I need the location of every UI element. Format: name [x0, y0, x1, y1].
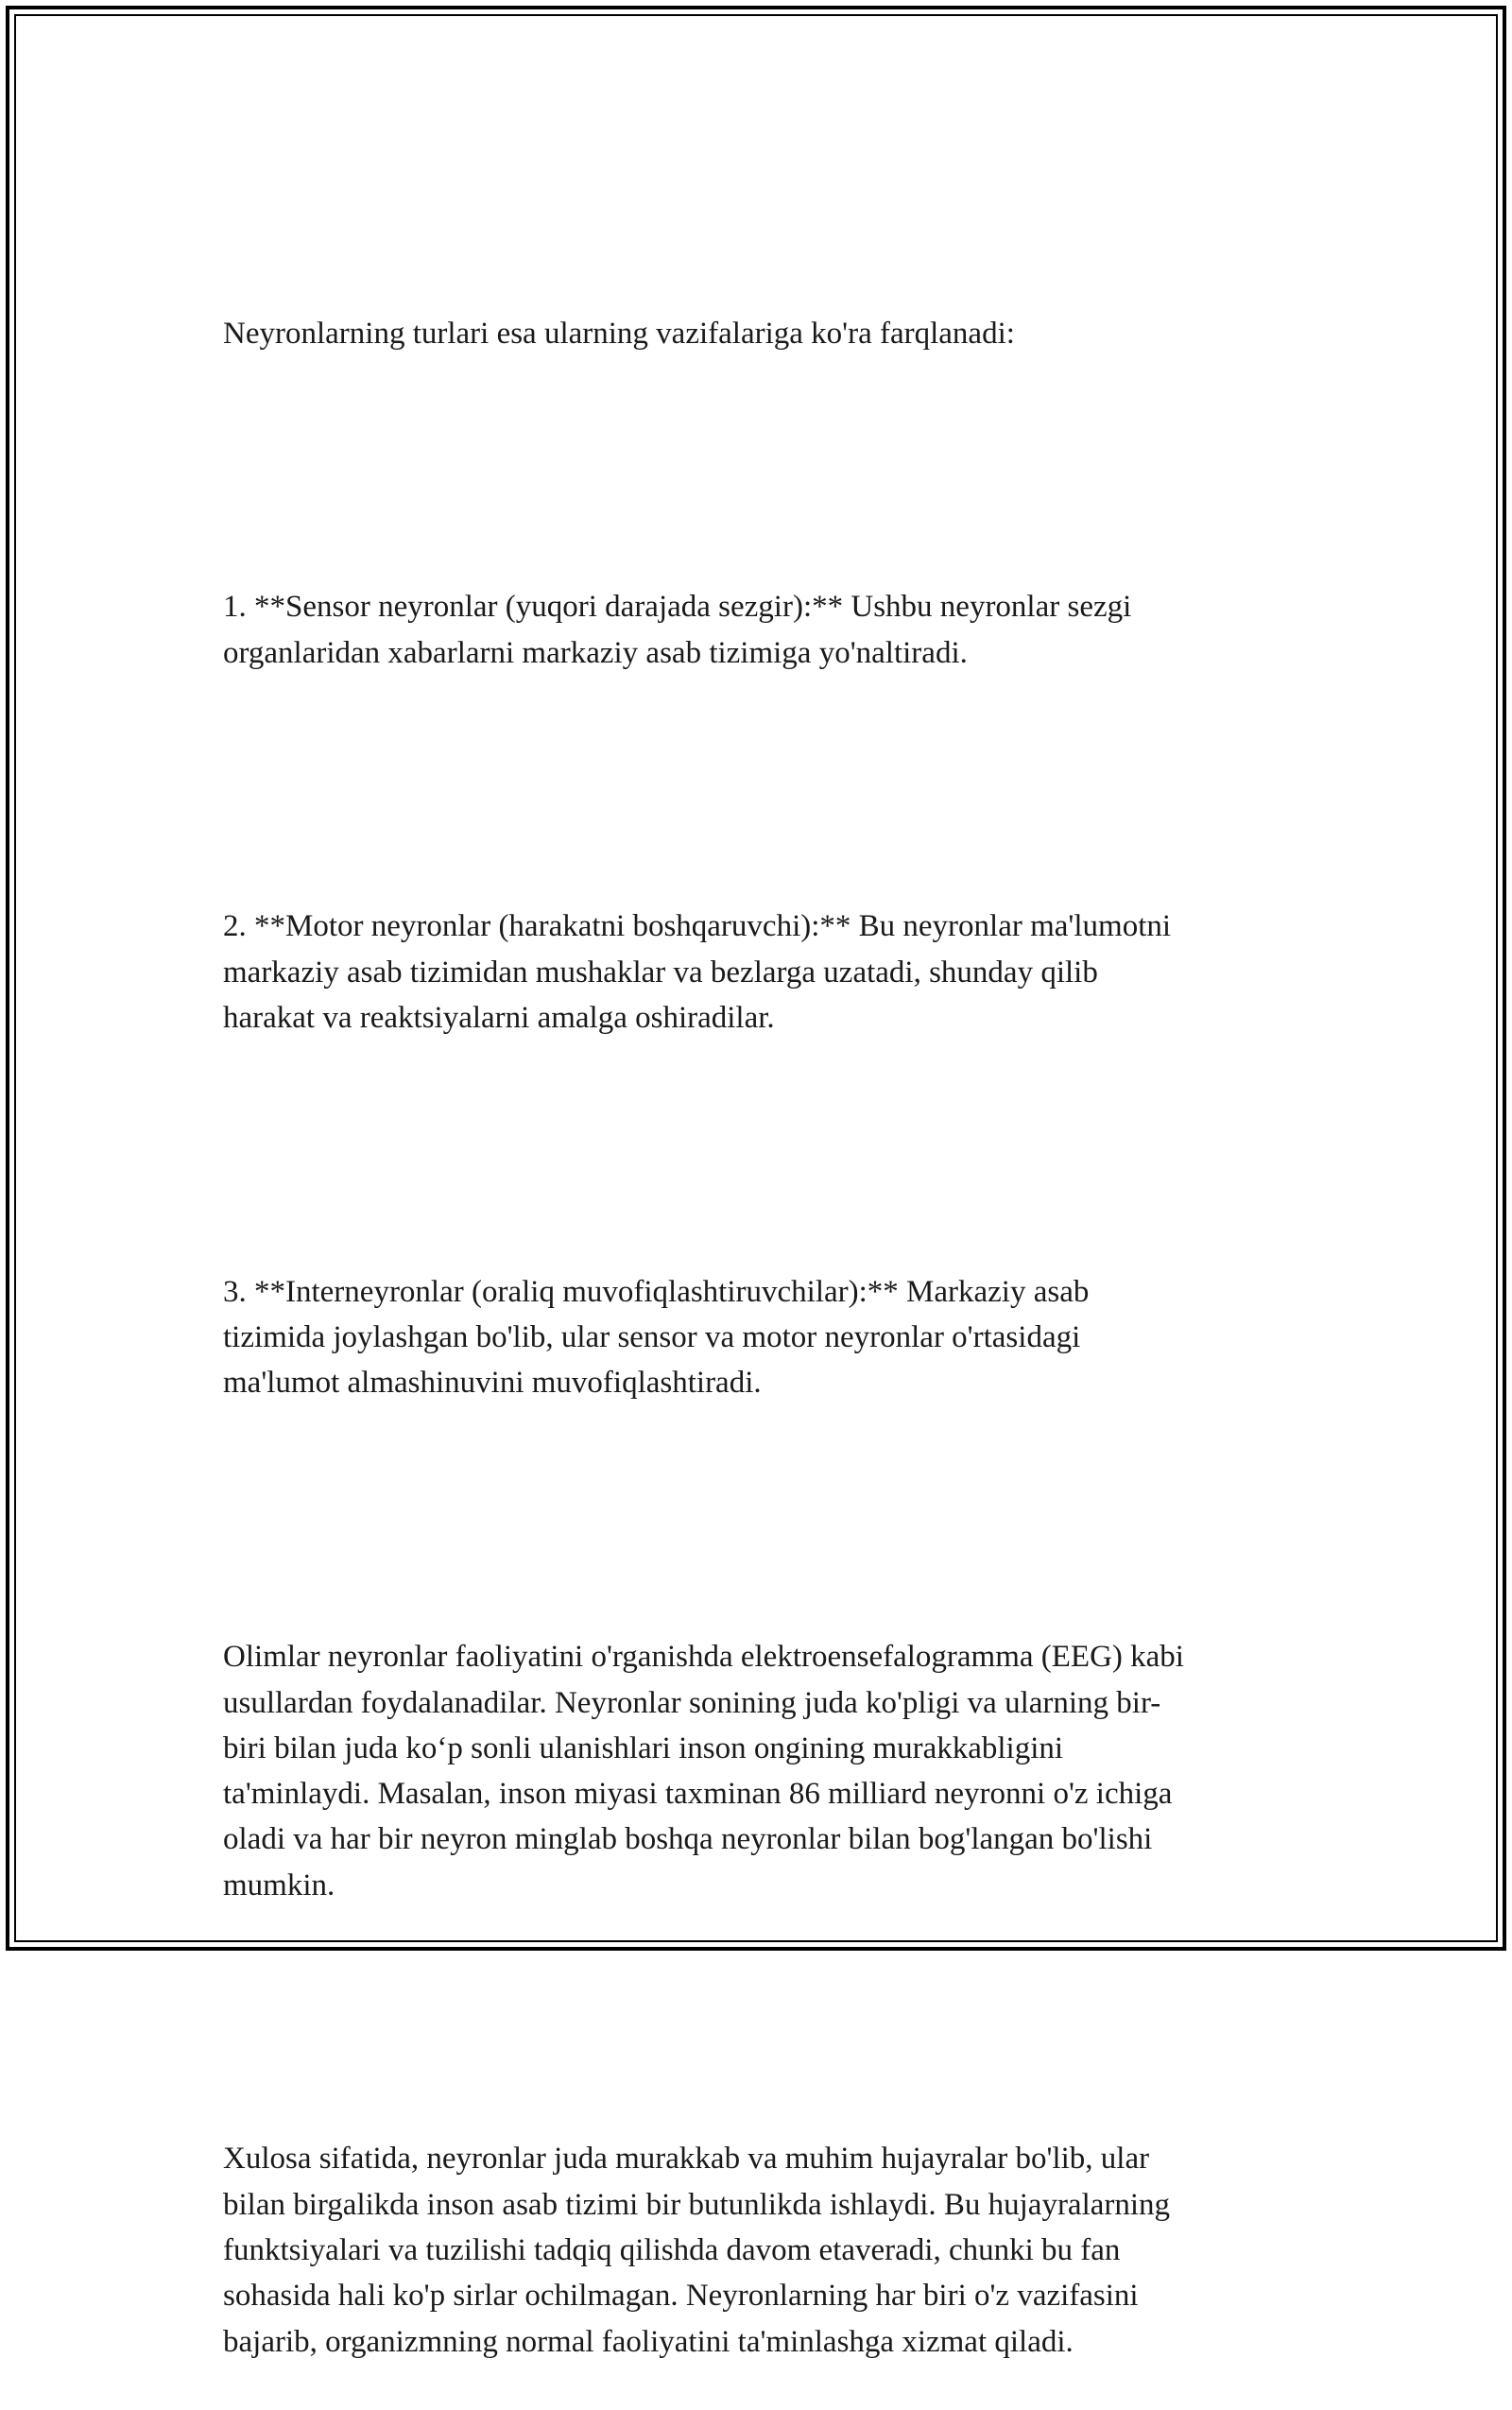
- paragraph-spacer: [223, 447, 1300, 492]
- paragraph-motor-neurons: 2. **Motor neyronlar (harakatni boshqaruvchi):** Bu neyronlar ma'lumotni markaziy asab tizimidan mushaklar va bezlarga uzatadi, shunday qilib harakat va reaktsiyalarni amalga oshiradilar.: [223, 909, 1172, 1036]
- paragraph-interneurons: 3. **Interneyronlar (oraliq muvofiqlashtiruvchilar):** Markaziy asab tizimida joylashgan bo'lib, ular sensor va motor neyronlar o'rtasidagi ma'lumot almashinuvini muvofiqlashtiradi.: [223, 1274, 1090, 1401]
- paragraph-conclusion: Xulosa sifatida, neyronlar juda murakkab va muhim hujayralar bo'lib, ular bilan birgalikda inson asab tizimi bir butunlikda ishlaydi. Bu hujayralarning funktsiyalari va tuzilishi tadqiq qilishda davom etaveradi, chunki bu fan sohasida hali ko'p sirlar ochilmagan. Neyronlarning har biri o'z vazifasini bajarib, organizmning normal faoliyatini ta'minlashga xizmat qiladi.: [223, 2142, 1171, 2359]
- paragraph-spacer: [223, 767, 1300, 813]
- paragraph-spacer: [223, 1497, 1300, 1542]
- paragraph-research: Olimlar neyronlar faoliyatini o'rganishda elektroensefalogramma (EEG) kabi usullardan foydalanadilar. Neyronlar sonining juda ko'pligi va ularning bir- biri bilan juda koʻp sonli ulanishlari inson ongining murakkabligini ta'minlaydi. Masalan, inson miyasi taxminan 86 milliard neyronni o'z ichiga oladi va har bir neyron minglab boshqa neyronlar bilan bog'langan bo'lishi mumkin.: [223, 1640, 1184, 1902]
- document-body: [223, 219, 1300, 2410]
- paragraph-intro: Neyronlarning turlari esa ularning vazifalariga ko'ra farqlanadi:: [223, 316, 1015, 351]
- paragraph-spacer: [223, 2000, 1300, 2045]
- paragraph-sensor-neurons: 1. **Sensor neyronlar (yuqori darajada sezgir):** Ushbu neyronlar sezgi organlaridan xabarlarni markaziy asab tizimiga yo'naltiradi.: [223, 590, 1132, 670]
- paragraph-spacer: [223, 1132, 1300, 1178]
